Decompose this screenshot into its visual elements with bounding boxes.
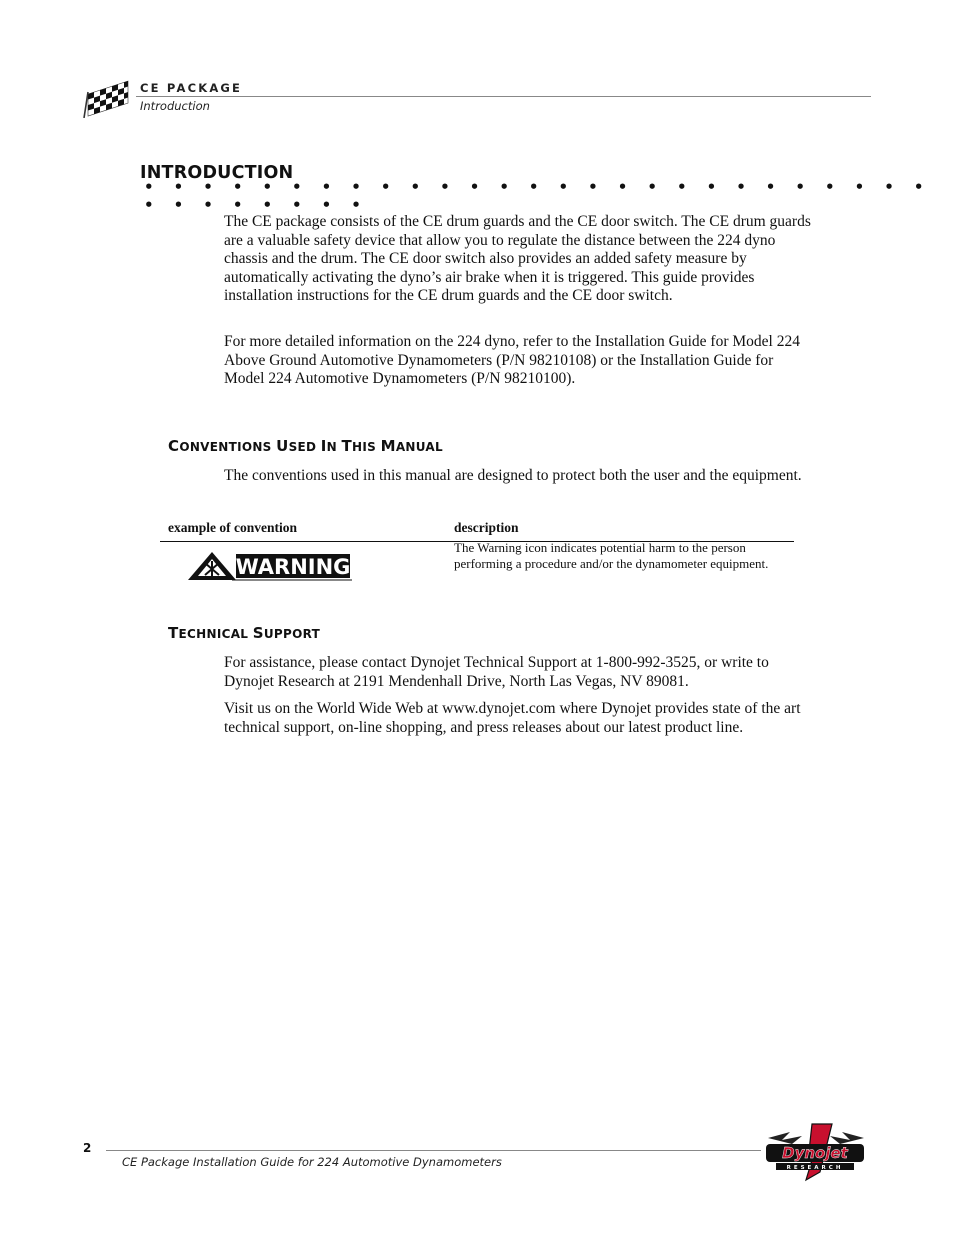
technical-support-heading: TECHNICAL SUPPORT: [168, 624, 321, 642]
footer-divider: [106, 1150, 761, 1151]
conventions-paragraph: The conventions used in this manual are designed to protect both the user and the equipment.: [224, 467, 802, 484]
table-header-example: example of convention: [168, 520, 297, 535]
warning-icon: [186, 550, 354, 582]
header-subsection: Introduction: [140, 99, 210, 113]
warning-icon-label: WARNING: [235, 555, 351, 579]
intro-paragraph-1: The CE package consists of the CE drum guards and the CE door switch. The CE drum guards are a valuable safety device that allow you to regulate the distance between the 224 dyno chassis and the drum. The CE door switch also provides an added safety measure by automatically activating the dyno’s air brake when it is triggered. This guide provides installation instructions for the CE drum guards and the CE door switch.: [224, 213, 811, 304]
support-paragraph-2: Visit us on the World Wide Web at www.dynojet.com where Dynojet provides state of the art technical support, on-line shopping, and press releases about our latest product line.: [224, 700, 801, 736]
conventions-heading: CONVENTIONS USED IN THIS MANUAL: [168, 437, 443, 455]
table-header-description: description: [454, 520, 519, 535]
footer-document-title: CE Package Installation Guide for 224 Automotive Dynamometers: [122, 1155, 502, 1169]
heading-dotted-rule: • • • • • • • • • • • • • • • • • • • • • • • • • • • • • • • • • • •: [144, 178, 931, 214]
dynojet-logo-text: Dynojet: [782, 1144, 848, 1162]
dynojet-logo: [762, 1120, 870, 1182]
page-number: 2: [83, 1141, 92, 1155]
header-divider: [136, 96, 871, 97]
intro-paragraph-2: For more detailed information on the 224 dyno, refer to the Installation Guide for Model 224 Above Ground Automotive Dynamometers (P/N 98210108) or the Installation Guide for Model 224 Automotive Dynamometers (P/N 98210100).: [224, 333, 800, 387]
header-section-title: CE PACKAGE: [140, 81, 243, 95]
support-paragraph-1: For assistance, please contact Dynojet Technical Support at 1-800-992-3525, or write to Dynojet Research at 2191 Mendenhall Drive, North Las Vegas, NV 89081.: [224, 654, 769, 690]
dynojet-logo-subtext: RESEARCH: [786, 1165, 844, 1171]
table-row-description: The Warning icon indicates potential harm to the person performing a procedure and/or the dynamometer equipment.: [454, 540, 769, 571]
introduction-heading: INTRODUCTION: [140, 163, 294, 183]
checkered-flag-icon: [82, 76, 134, 118]
